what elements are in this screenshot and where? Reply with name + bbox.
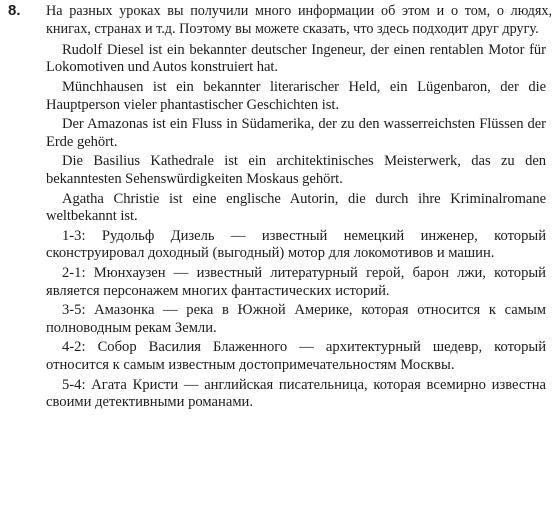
russian-answer-2: 2-1: Мюнхаузен — известный литературный герой, барон лжи, который является персонажем многих фантастических историй. [46, 264, 546, 299]
german-sentence-4: Die Basilius Kathedrale ist ein architektinisches Meisterwerk, das zu den bekanntesten Sehenswürdigkeiten Moskaus gehört. [46, 153, 546, 187]
german-sentence-2: Münchhausen ist ein bekannter literarischer Held, ein Lügenbaron, der die Hauptperson vieler phantastischer Geschichten ist. [46, 79, 546, 113]
russian-answer-4: 4-2: Собор Василия Блаженного — архитектурный шедевр, который относится к самым известным достопримечательностям Москвы. [46, 339, 546, 373]
german-sentence-1: Rudolf Diesel ist ein bekannter deutscher Ingeneur, der einen rentablen Motor für Lokomotiven und Autos konstruiert hat. [46, 41, 546, 76]
german-sentence-3: Der Amazonas ist ein Fluss in Südamerika, der zu den wasserreichsten Flüssen der Erde gehört. [46, 116, 546, 150]
german-sentence-5: Agatha Christie ist eine englische Autorin, die durch ihre Kriminalromane weltbekannt ist. [46, 190, 546, 225]
exercise-header [8, 2, 552, 39]
russian-answer-5: 5-4: Агата Кристи — английская писательница, которая всемирно известна своими детективными романами. [46, 376, 546, 411]
exercise-instruction: На разных уроках вы получили много информации об этом и о том, о людях, книгах, странах и т.д. Поэтому вы можете сказать, что здесь подходит друг другу. [46, 3, 552, 38]
russian-answer-3: 3-5: Амазонка — река в Южной Америке, которая относится к самым полноводным рекам Земли. [46, 302, 546, 336]
russian-answer-1: 1-3: Рудольф Дизель — известный немецкий инженер, который сконструировал доходный (выгодный) мотор для локомотивов и машин. [46, 227, 546, 262]
exercise-number: 8. [8, 2, 21, 19]
